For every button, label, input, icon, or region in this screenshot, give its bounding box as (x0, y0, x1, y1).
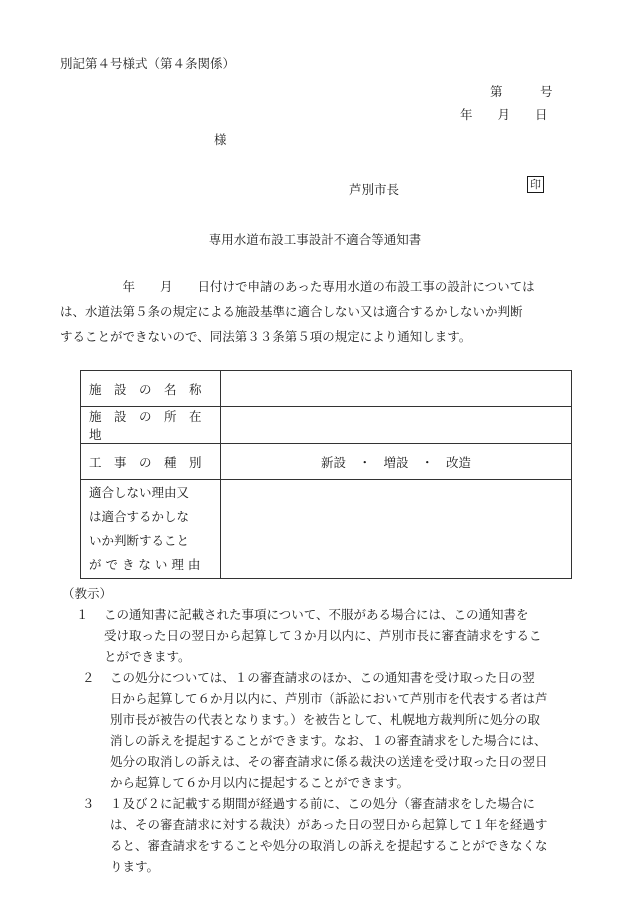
work-type-label: 工 事 の 種 別 (81, 444, 221, 480)
document-number: 第 号 (490, 84, 553, 99)
notice-item (82, 667, 576, 793)
notice-line: 別市長が被告の代表となります。）を被告として、札幌地方裁判所に処分の取 (110, 712, 541, 727)
notice-line: から起算して６か月以内に提起することができます。 (110, 775, 410, 790)
body-line: は、水道法第５条の規定による施設基準に適合しない又は適合するかしないか判断 (60, 304, 523, 319)
notice-line: 処分の取消しの訴えは、その審査請求に係る裁決の送達を受け取った日の翌日 (110, 754, 548, 769)
issue-date: 年 月 日 (460, 107, 548, 122)
notice-item-number: ３ (82, 796, 95, 811)
table-row (81, 444, 572, 480)
facility-location-value (221, 407, 572, 444)
notice-line: ると、審査請求をすることや処分の取消しの訴えを提起することができなくな (110, 838, 548, 853)
recipient-honorific: 様 (214, 132, 227, 147)
notice-item (76, 604, 576, 667)
body-line: することができないので、同法第３３条第５項の規定により通知します。 (60, 329, 472, 344)
notice-line: は、その審査請求に対する裁決）があった日の翌日から起算して１年を経過す (110, 817, 548, 832)
notice-line: ります。 (110, 859, 160, 874)
reason-label-line: は適合するかしな (89, 509, 190, 524)
issuer-name: 芦別市長 (349, 182, 400, 197)
notice-item-number: １ (76, 607, 89, 622)
reason-label-line: が で き な い 理 由 (89, 557, 201, 572)
notice-line: 消しの訴えを提起することができます。なお、１の審査請求をした場合には、 (110, 733, 547, 748)
form-number: 別記第４号様式（第４条関係） (60, 56, 236, 71)
facility-location-label: 施 設 の 所 在 地 (81, 407, 221, 444)
notice-item-number: ２ (82, 670, 95, 685)
notice-line: とができます。 (104, 649, 191, 664)
notice-line: この通知書に記載された事項について、不服がある場合には、この通知書を (104, 607, 529, 622)
notice-line: 日から起算して６か月以内に、芦別市（訴訟において芦別市を代表する者は芦 (110, 691, 548, 706)
facility-name-value (221, 371, 572, 407)
body-line: 年 月 日付けで申請のあった専用水道の布設工事の設計については (60, 279, 535, 294)
table-row (81, 371, 572, 407)
reason-label (81, 480, 221, 579)
notice-heading: （教示） (62, 586, 113, 601)
seal-mark: 印 (527, 176, 544, 193)
work-type-value: 新設 ・ 増設 ・ 改造 (221, 444, 572, 480)
notice-line: 受け取った日の翌日から起算して３か月以内に、芦別市長に審査請求をするこ (104, 628, 542, 643)
document-title: 専用水道布設工事設計不適合等通知書 (208, 232, 422, 247)
table-row (81, 407, 572, 444)
facility-name-label: 施 設 の 名 称 (81, 371, 221, 407)
notice-line: １及び２に記載する期間が経過する前に、この処分（審査請求をした場合に (110, 796, 536, 811)
notice-list (76, 604, 576, 877)
table-row (81, 480, 572, 579)
reason-label-line: いか判断すること (89, 533, 190, 548)
reason-value (221, 480, 572, 579)
facility-info-table (80, 370, 572, 579)
body-paragraph (60, 274, 576, 349)
notice-line: この処分については、１の審査請求のほか、この通知書を受け取った日の翌 (110, 670, 535, 685)
reason-label-line: 適合しない理由又 (89, 485, 190, 500)
notice-item (82, 793, 576, 877)
